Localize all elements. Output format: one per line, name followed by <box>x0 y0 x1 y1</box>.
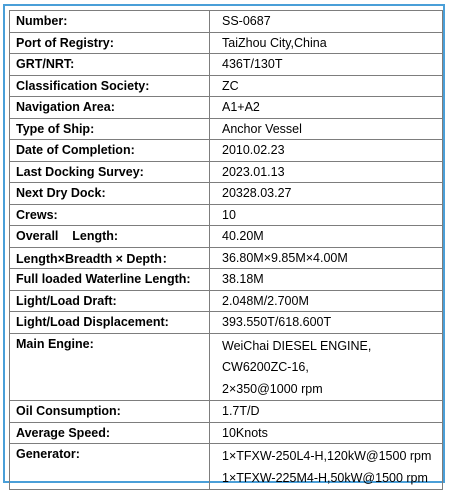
table-row <box>10 183 443 205</box>
spec-label-grt: GRT/NRT: <box>10 54 210 76</box>
generator-label-text: Generator: <box>16 447 80 461</box>
table-row <box>10 11 443 33</box>
generator-line: 1×TFXW-225M4-H,50kW@1500 rpm <box>222 470 428 485</box>
table-row <box>10 54 443 76</box>
spec-value-nav-area: A1+A2 <box>210 97 443 119</box>
spec-label-last-docking: Last Docking Survey: <box>10 161 210 183</box>
spec-value-grt: 436T/130T <box>210 54 443 76</box>
spec-label-nav-area: Navigation Area: <box>10 97 210 119</box>
generator-line: 1×TFXW-250L4-H,120kW@1500 rpm <box>222 449 432 463</box>
table-row <box>10 204 443 226</box>
spec-value-draft: 2.048M/2.700M <box>210 290 443 312</box>
table-row <box>10 290 443 312</box>
table-row <box>10 269 443 291</box>
spec-value-speed: 10Knots <box>210 422 443 444</box>
spec-value-number: SS-0687 <box>210 11 443 33</box>
spec-label-class: Classification Society: <box>10 75 210 97</box>
spec-value-last-docking: 2023.01.13 <box>210 161 443 183</box>
spec-label-displacement: Light/Load Displacement: <box>10 312 210 334</box>
table-row <box>10 312 443 334</box>
table-row <box>10 75 443 97</box>
spec-label-ship-type: Type of Ship: <box>10 118 210 140</box>
spec-value-class: ZC <box>210 75 443 97</box>
spec-label-port: Port of Registry: <box>10 32 210 54</box>
spec-label-number: Number: <box>10 11 210 33</box>
spec-label-draft: Light/Load Draft: <box>10 290 210 312</box>
spec-value-next-dock: 20328.03.27 <box>210 183 443 205</box>
spec-value-ship-type: Anchor Vessel <box>210 118 443 140</box>
spec-label-next-dock: Next Dry Dock: <box>10 183 210 205</box>
spec-value-overall-length: 40.20M <box>210 226 443 248</box>
table-row <box>10 444 443 490</box>
spec-value-main-engine <box>210 333 443 401</box>
spec-label-waterline: Full loaded Waterline Length: <box>10 269 210 291</box>
table-row <box>10 401 443 423</box>
spec-label-crews: Crews: <box>10 204 210 226</box>
main-engine-line: WeiChai DIESEL ENGINE, <box>222 338 372 353</box>
table-row <box>10 247 443 269</box>
spec-label-overall-length: Overall Length: <box>10 226 210 248</box>
spec-value-completion: 2010.02.23 <box>210 140 443 162</box>
spec-value-crews: 10 <box>210 204 443 226</box>
spec-label-dimensions: Length×Breadth × Depth： <box>10 247 210 269</box>
table-row <box>10 97 443 119</box>
table-row <box>10 140 443 162</box>
main-engine-line: 2×350@1000 rpm <box>222 381 323 396</box>
main-engine-line: CW6200ZC-16, <box>222 360 309 374</box>
spec-value-oil: 1.7T/D <box>210 401 443 423</box>
spec-value-port: TaiZhou City,China <box>210 32 443 54</box>
spec-label-oil: Oil Consumption: <box>10 401 210 423</box>
spec-label-generator <box>10 444 210 490</box>
spec-label-speed: Average Speed: <box>10 422 210 444</box>
main-engine-label-text: Main Engine: <box>16 336 94 351</box>
table-row <box>10 333 443 401</box>
vessel-spec-table <box>9 10 443 490</box>
spec-value-waterline: 38.18M <box>210 269 443 291</box>
table-row <box>10 32 443 54</box>
spec-label-completion: Date of Completion: <box>10 140 210 162</box>
table-row <box>10 161 443 183</box>
table-row <box>10 422 443 444</box>
spec-value-displacement: 393.550T/618.600T <box>210 312 443 334</box>
spec-label-main-engine <box>10 333 210 401</box>
table-row <box>10 226 443 248</box>
spec-sheet-frame <box>3 4 445 483</box>
spec-value-dimensions: 36.80M×9.85M×4.00M <box>210 247 443 269</box>
spec-value-generator <box>210 444 443 490</box>
table-row <box>10 118 443 140</box>
